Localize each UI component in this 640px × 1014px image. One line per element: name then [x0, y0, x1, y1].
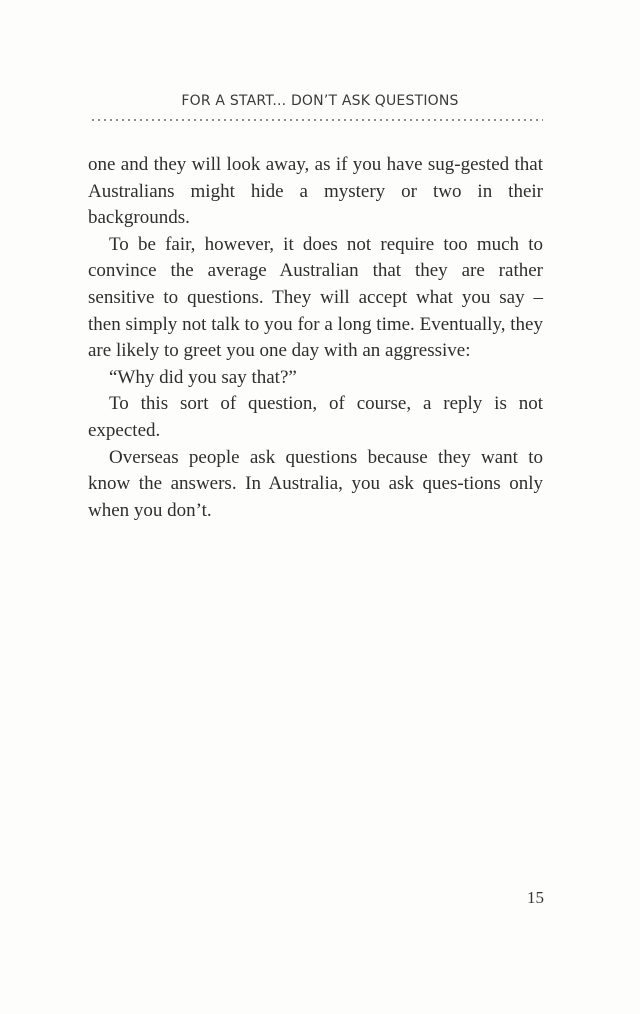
paragraph: Overseas people ask questions because they want to know the answers. In Australia, you ask ques-tions only when you don’t.: [88, 446, 543, 521]
paragraph: To this sort of question, of course, a reply is not expected.: [88, 393, 543, 441]
body-text: [88, 152, 543, 524]
paragraph-continued: one and they will look away, as if you have sug-gested that Australians might hide a mystery or two in their backgrounds.: [88, 154, 543, 229]
paragraph: To be fair, however, it does not require too much to convince the average Australian that they are rather sensitive to questions. They will accept what you say – then simply not talk to you for a long time. Eventually, they are likely to greet you one day with an aggressive:: [88, 233, 543, 362]
running-head: FOR A START... DON’T ASK QUESTIONS: [181, 93, 459, 109]
dotted-rule: [90, 118, 543, 122]
paragraph-quote: “Why did you say that?”: [109, 366, 297, 388]
page-number: 15: [527, 888, 544, 907]
